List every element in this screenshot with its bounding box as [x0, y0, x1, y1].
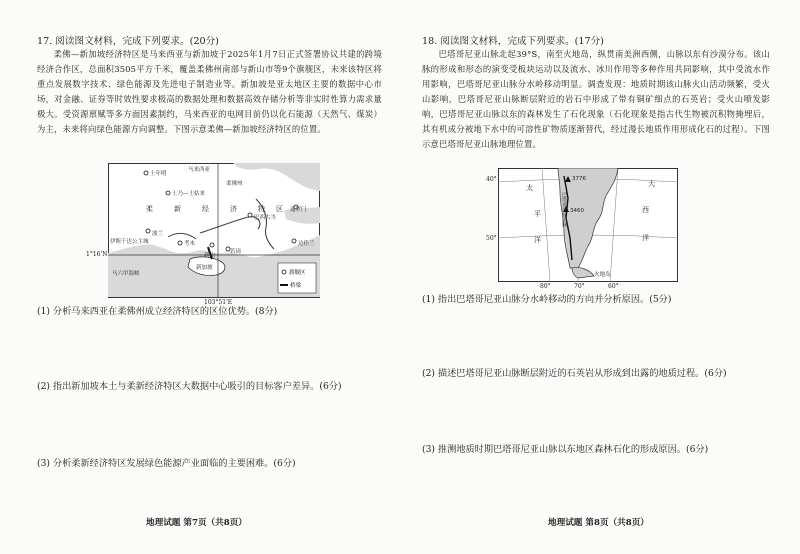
label-jing: 经 — [202, 205, 209, 213]
label-pacific-3: 洋 — [534, 236, 541, 244]
label-xin: 新 — [174, 205, 181, 213]
lon-60-label: 60° — [608, 283, 619, 290]
question-17-material: 柔佛—新加坡经济特区是马来西亚与新加坡于2025年1月7日正式签署协议共建的跨境经济合作区，总面积3505平方千米，覆盖柔佛州南部与新山市等9个旗舰区，未来该特区将重点发展数字技术、绿色能源及先进电子制造业等。新加坡是亚太地区主要的数据中心市场，对金融、证券等时效性要求极高的数据处理和数据高效存储分析等非实时性算力需求量极大。受资源禀赋等多方面因素制约，马来西亚的电网目前仍以化石能源（天然气、煤炭）为主，未来将向绿色能源方向调整。下图示意柔佛—新加坡经济特区的位置。 — [37, 49, 382, 134]
label-pengerang: 边佳兰 — [298, 241, 315, 247]
johor-singapore-map — [108, 163, 320, 298]
footer-page-8: 地理试题 第8页（共8页） — [548, 518, 649, 528]
lon-70-label: 70° — [574, 283, 585, 290]
label-atlantic-3: 洋 — [642, 234, 649, 242]
page-8 — [400, 0, 800, 554]
label-ruogang: 若岗 — [230, 249, 242, 255]
question-18-3: (3) 推测地质时期巴塔哥尼亚山脉以东地区森林石化的形成原因。(6分) — [422, 444, 709, 455]
legend-bridge: 桥梁 — [290, 283, 302, 289]
label-malacca-strait: 马六甲海峡 — [112, 271, 140, 277]
patagonia-map — [498, 168, 678, 282]
peak-2-label: 3460 — [570, 208, 584, 214]
label-te: 特 — [258, 205, 265, 213]
legend-flagship: 旗舰区 — [289, 270, 306, 276]
label-senai: 士乃—士姑来 — [172, 191, 206, 197]
label-johor: 柔佛州 — [226, 181, 243, 187]
label-singapore: 新加坡 — [196, 265, 213, 271]
question-17-2: (2) 指出新加坡本土与柔新经济特区大数据中心吸引的目标客户差异。(6分) — [37, 381, 342, 392]
label-kaomu: 考木 — [184, 241, 196, 247]
label-atlantic-2: 西 — [642, 206, 649, 214]
label-shidangming: 士年明 — [150, 171, 167, 177]
question-17-3: (3) 分析柔新经济特区发展绿色能源产业面临的主要困难。(6分) — [37, 458, 296, 469]
label-johor-bahru: 新山 — [204, 253, 216, 259]
lon-80-label: 80° — [540, 283, 551, 290]
label-ji: 济 — [230, 205, 237, 213]
label-bolan: 波兰 — [152, 231, 164, 237]
question-18-1: (1) 指出巴塔哥尼亚山脉分水岭移动的方向并分析原因。(5分) — [422, 294, 672, 305]
label-atlantic-1: 大 — [648, 180, 655, 188]
label-malaysia: 马来西亚 — [188, 167, 211, 173]
label-qu: 区 — [276, 205, 283, 213]
lat-50-label: 50° — [486, 235, 497, 242]
footer-page-7: 地理试题 第7页（共8页） — [146, 518, 247, 528]
lat-40-label: 40° — [486, 176, 497, 183]
label-iskandar: 伊斯干达公主城 — [110, 239, 149, 245]
label-patagonia-range: 巴塔哥尼亚山脉 — [561, 192, 567, 227]
question-18-2: (2) 描述巴塔哥尼亚山脉断层附近的石英岩从形成到出露的地质过程。(6分) — [422, 368, 727, 379]
label-pasir-gudang: 巴西古当 — [254, 215, 277, 221]
map-latitude-label: 1°16'N — [86, 251, 108, 258]
question-18-material: 巴塔哥尼亚山脉北起39°S，南至火地岛，纵贯南美洲西侧，山脉以东有沙漠分布。该山脉的形成和形态的演变受板块运动以及流水、冰川作用等多种作用共同影响，其中受流水作用影响，巴塔哥尼亚山脉分水岭移动明显。调查发现：地质时期该山脉火山活动频繁，受火山影响，巴塔哥尼亚山脉断层附近的岩石中形成了带有铜矿细点的石英岩；受火山喷发影响，巴塔哥尼亚山脉以东的森林发生了石化现象（石化现象是指古代生物被沉积物掩埋后，其有机成分被地下水中的可溶性矿物质逐渐替代，经过漫长地质作用形成化石的过程）。下图示意巴塔哥尼亚山脉地理位置。 — [422, 49, 770, 149]
question-17-title: 17. 阅读图文材料，完成下列要求。(20分) — [37, 36, 219, 47]
peak-1-label: 3776 — [572, 176, 586, 182]
question-18-title: 18. 阅读图文材料，完成下列要求。(17分) — [422, 36, 604, 47]
label-pacific-1: 太 — [526, 184, 533, 192]
label-pacific-2: 平 — [534, 210, 541, 218]
map-longitude-label: 103°51'E — [204, 299, 233, 306]
label-rou: 柔 — [146, 205, 153, 213]
label-yaofanmen: 遥罗门 — [290, 207, 307, 213]
question-17-1: (1) 分析马来西亚在柔佛州成立经济特区的区位优势。(8分) — [37, 306, 278, 317]
label-tierra-del-fuego: 火地岛 — [594, 272, 611, 278]
